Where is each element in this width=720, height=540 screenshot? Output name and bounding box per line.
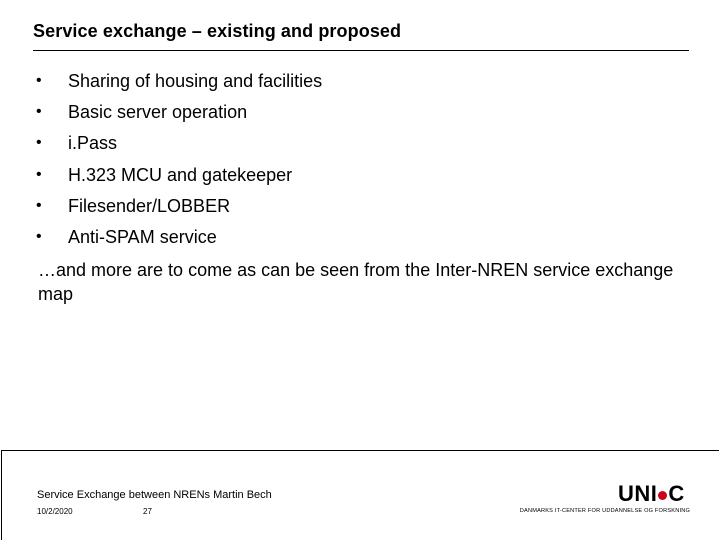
logo-subtitle: DANMARKS IT-CENTER FOR UDDANNELSE OG FORSKNING: [519, 508, 690, 514]
slide-title: Service exchange – existing and proposed: [33, 21, 402, 41]
bullet-icon: •: [36, 72, 42, 89]
bullet-icon: •: [36, 103, 42, 121]
bullet-text: Anti-SPAM service: [68, 226, 217, 247]
title-divider: [33, 50, 689, 51]
bullet-text: Sharing of housing and facilities: [68, 71, 323, 91]
bullet-icon: •: [36, 134, 42, 152]
bullet-icon: •: [36, 196, 42, 214]
bullet-icon: •: [36, 227, 42, 245]
footer-title: Service Exchange between NRENs Martin Bech: [37, 489, 272, 501]
page-number: 27: [143, 507, 152, 516]
uni-c-logo: [505, 481, 690, 521]
logo-dot-icon: [658, 491, 667, 500]
logo-text-right: C: [668, 481, 685, 506]
bullet-text: H.323 MCU and gatekeeper: [68, 164, 293, 185]
logo-wordmark: [618, 481, 685, 507]
bullet-icon: •: [36, 165, 42, 183]
bullet-text: Filesender/LOBBER: [68, 195, 231, 216]
bullet-text: i.Pass: [68, 133, 118, 154]
footer-date: 10/2/2020: [37, 507, 73, 516]
body-paragraph: …and more are to come as can be seen from the Inter-NREN service exchange map: [38, 260, 674, 304]
bullet-text: Basic server operation: [68, 102, 248, 123]
logo-text-left: UNI: [618, 481, 658, 506]
